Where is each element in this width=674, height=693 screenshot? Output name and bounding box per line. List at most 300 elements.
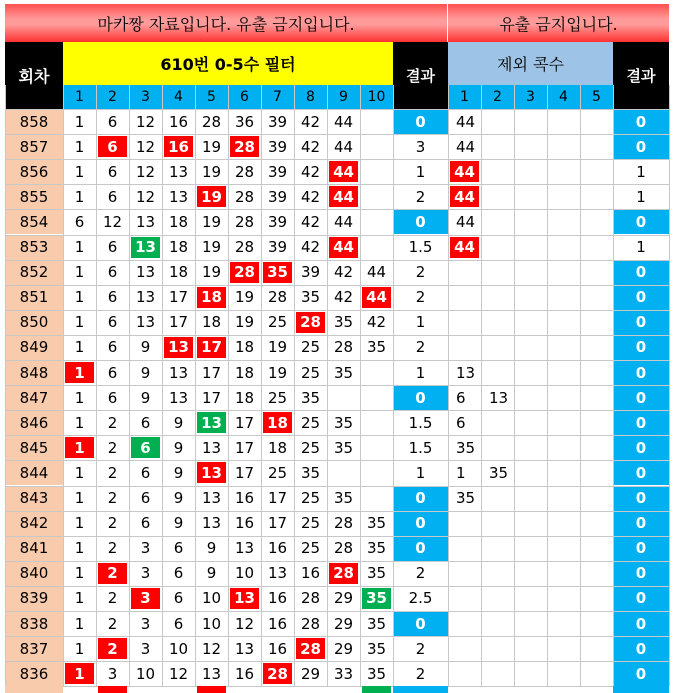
filter-number: 6 [131, 437, 160, 458]
excluded-number [514, 385, 547, 410]
result2-value: 0 [613, 285, 669, 310]
filter-number: 17 [234, 463, 255, 482]
result2-value: 0 [613, 460, 669, 485]
result2-header: 결과 [613, 42, 669, 109]
excluded-number [580, 260, 613, 285]
excluded-number [580, 661, 613, 686]
excluded-number [580, 561, 613, 586]
filter-number: 17 [168, 288, 189, 307]
result2-value: 0 [613, 360, 669, 385]
filter-number: 17 [201, 388, 222, 407]
grid-hline [5, 134, 669, 135]
result-value: 1 [415, 313, 426, 332]
filter-number: 33 [333, 664, 354, 683]
filter-number [360, 134, 393, 159]
filter-number: 25 [300, 438, 321, 457]
excluded-number [481, 335, 514, 360]
filter-number: 28 [333, 539, 354, 558]
excluded-number [481, 511, 514, 536]
filter-number: 10 [168, 639, 189, 658]
filter-number: 25 [300, 413, 321, 432]
excluded-number [448, 611, 481, 636]
filter-number: 17 [234, 413, 255, 432]
filter-number: 19 [267, 338, 288, 357]
result2-value: 0 [613, 611, 669, 636]
filter-number: 3 [131, 588, 160, 609]
excluded-number [547, 611, 580, 636]
excluded-number [547, 486, 580, 511]
filter-number: 16 [164, 136, 193, 157]
filter-number: 6 [140, 413, 151, 432]
filter-number: 2 [107, 614, 118, 633]
filter-number: 3 [140, 639, 151, 658]
excluded-number [580, 134, 613, 159]
filter-number: 19 [201, 263, 222, 282]
grid-hline [5, 435, 669, 436]
filter-col-header: 4 [162, 85, 195, 109]
grid-hline [5, 460, 669, 461]
exclude-col-header: 2 [481, 85, 514, 109]
filter-number: 1 [74, 589, 85, 608]
result-partial [393, 686, 448, 693]
result2-value: 0 [613, 561, 669, 586]
filter-number: 3 [140, 614, 151, 633]
round-number: 855 [5, 184, 63, 209]
result2-value: 0 [613, 435, 669, 460]
excluded-number [547, 209, 580, 234]
filter-col-header: 1 [63, 85, 96, 109]
result2-partial [613, 686, 669, 693]
excluded-number [580, 586, 613, 611]
excluded-number: 44 [450, 237, 479, 258]
round-number: 843 [5, 486, 63, 511]
filter-number: 6 [107, 263, 118, 282]
filter-number: 12 [135, 187, 156, 206]
excluded-number [514, 335, 547, 360]
excluded-number [514, 209, 547, 234]
filter-number: 44 [362, 287, 391, 308]
excluded-number [481, 109, 514, 134]
filter-number: 1 [74, 539, 85, 558]
filter-number: 28 [201, 112, 222, 131]
filter-number: 18 [168, 263, 189, 282]
filter-number [360, 109, 393, 134]
result-value: 1 [415, 363, 426, 382]
filter-number: 36 [234, 112, 255, 131]
filter-number: 6 [173, 589, 184, 608]
excluded-number [580, 235, 613, 260]
filter-number: 1 [74, 288, 85, 307]
filter-number: 16 [234, 489, 255, 508]
filter-number: 1 [74, 238, 85, 257]
excluded-number [448, 636, 481, 661]
result2-value: 0 [613, 511, 669, 536]
excluded-number [481, 435, 514, 460]
filter-number: 6 [98, 136, 127, 157]
excluded-number [547, 260, 580, 285]
grid-hline [5, 486, 669, 487]
excluded-number: 35 [456, 438, 476, 457]
filter-number: 13 [201, 514, 222, 533]
grid-hline [5, 209, 669, 210]
filter-number: 13 [135, 263, 156, 282]
filter-number: 12 [135, 162, 156, 181]
filter-number: 6 [173, 614, 184, 633]
filter-number: 1 [74, 639, 85, 658]
excluded-number [580, 335, 613, 360]
filter-number: 6 [107, 338, 118, 357]
filter-number: 13 [197, 462, 226, 483]
filter-number: 18 [234, 388, 255, 407]
excluded-number [547, 511, 580, 536]
filter-number: 3 [107, 664, 118, 683]
filter-number: 9 [173, 438, 184, 457]
excluded-number [481, 410, 514, 435]
filter-number: 13 [201, 664, 222, 683]
excluded-number [481, 536, 514, 561]
excluded-number [580, 109, 613, 134]
filter-number: 19 [201, 162, 222, 181]
excluded-number [547, 435, 580, 460]
filter-title: 610번 0-5수 필터 [63, 42, 393, 85]
filter-number: 1 [74, 137, 85, 156]
excluded-number [481, 159, 514, 184]
grid-hline [5, 611, 669, 612]
filter-number: 1 [74, 162, 85, 181]
excluded-number [547, 235, 580, 260]
filter-number: 1 [74, 463, 85, 482]
grid-hline [5, 184, 669, 185]
filter-number: 9 [206, 564, 217, 583]
excluded-number: 13 [489, 388, 509, 407]
filter-number: 35 [333, 413, 354, 432]
filter-number: 3 [140, 539, 151, 558]
result-value: 0 [393, 536, 448, 561]
filter-number: 18 [234, 338, 255, 357]
result-value: 2 [415, 187, 426, 206]
result2-value: 0 [613, 134, 669, 159]
excluded-number [514, 511, 547, 536]
filter-number: 18 [234, 363, 255, 382]
round-number: 842 [5, 511, 63, 536]
round-number: 838 [5, 611, 63, 636]
result-value: 2 [415, 263, 426, 282]
filter-number: 2 [107, 514, 118, 533]
result2-value: 0 [613, 586, 669, 611]
filter-number: 39 [267, 212, 288, 231]
filter-number: 6 [107, 162, 118, 181]
filter-number: 35 [366, 639, 387, 658]
filter-number: 18 [201, 313, 222, 332]
excluded-number: 44 [450, 161, 479, 182]
excluded-number [580, 460, 613, 485]
filter-number: 16 [267, 589, 288, 608]
filter-number: 2 [107, 539, 118, 558]
result2-value: 0 [613, 410, 669, 435]
excluded-number [514, 260, 547, 285]
filter-number: 9 [173, 489, 184, 508]
filter-number: 28 [267, 288, 288, 307]
result-value: 3 [415, 137, 426, 156]
filter-number: 25 [267, 463, 288, 482]
grid-hline [5, 285, 669, 286]
filter-number: 1 [74, 489, 85, 508]
filter-number: 28 [333, 514, 354, 533]
filter-number: 1 [74, 338, 85, 357]
filter-number: 42 [333, 263, 354, 282]
filter-number: 2 [98, 563, 127, 584]
filter-number: 35 [366, 338, 387, 357]
grid-hline [5, 410, 669, 411]
filter-number: 28 [296, 312, 325, 333]
filter-number: 9 [140, 388, 151, 407]
filter-number: 29 [333, 639, 354, 658]
filter-number [360, 209, 393, 234]
filter-number: 42 [300, 137, 321, 156]
filter-number: 12 [102, 212, 123, 231]
excluded-number [514, 561, 547, 586]
filter-number: 35 [263, 262, 292, 283]
filter-number: 39 [267, 112, 288, 131]
excluded-number [448, 260, 481, 285]
grid-hline [5, 360, 669, 361]
filter-number: 19 [201, 238, 222, 257]
filter-number: 3 [140, 564, 151, 583]
result2-value: 0 [613, 209, 669, 234]
result-value: 2 [415, 564, 426, 583]
excluded-number [580, 511, 613, 536]
filter-number: 16 [267, 614, 288, 633]
filter-number [360, 360, 393, 385]
excluded-number [514, 235, 547, 260]
filter-number: 17 [201, 363, 222, 382]
excluded-number [481, 184, 514, 209]
excluded-number [580, 159, 613, 184]
excluded-number [580, 536, 613, 561]
filter-number: 6 [173, 539, 184, 558]
result-header: 결과 [393, 42, 448, 109]
filter-number: 39 [267, 137, 288, 156]
round-number: 858 [5, 109, 63, 134]
filter-number: 6 [140, 489, 151, 508]
excluded-number [448, 536, 481, 561]
excluded-number [547, 586, 580, 611]
excluded-number [448, 335, 481, 360]
excluded-number [580, 184, 613, 209]
grid-hline [5, 109, 669, 110]
result-value: 0 [393, 611, 448, 636]
filter-number: 10 [135, 664, 156, 683]
grid-hline [5, 335, 669, 336]
excluded-number [514, 134, 547, 159]
filter-number: 6 [107, 187, 118, 206]
round-number: 853 [5, 235, 63, 260]
round-number-partial [5, 686, 63, 693]
filter-col-header: 2 [96, 85, 129, 109]
result-value: 2 [415, 338, 426, 357]
round-number: 841 [5, 536, 63, 561]
filter-number: 18 [263, 412, 292, 433]
filter-number: 13 [168, 162, 189, 181]
result-value: 1.5 [408, 413, 433, 432]
filter-number: 12 [135, 112, 156, 131]
round-number: 851 [5, 285, 63, 310]
filter-number: 44 [329, 161, 358, 182]
excluded-number [547, 360, 580, 385]
excluded-number: 44 [456, 137, 476, 156]
filter-number [327, 385, 360, 410]
grid-hline [5, 235, 669, 236]
filter-number: 1 [74, 313, 85, 332]
filter-number: 42 [333, 288, 354, 307]
excluded-number: 13 [456, 363, 476, 382]
filter-number: 44 [366, 263, 387, 282]
excluded-number [547, 159, 580, 184]
excluded-number [514, 159, 547, 184]
excluded-number [580, 385, 613, 410]
grid-hline [5, 260, 669, 261]
grid-hline [5, 385, 669, 386]
result-value: 0 [393, 385, 448, 410]
filter-number: 12 [201, 639, 222, 658]
round-number: 844 [5, 460, 63, 485]
filter-number: 19 [234, 288, 255, 307]
filter-number: 28 [230, 136, 259, 157]
filter-number: 6 [140, 514, 151, 533]
filter-number: 2 [107, 589, 118, 608]
filter-number: 13 [201, 489, 222, 508]
filter-number: 13 [168, 363, 189, 382]
filter-number: 19 [197, 186, 226, 207]
excluded-number [514, 285, 547, 310]
grid-hline [5, 561, 669, 562]
filter-number: 16 [300, 564, 321, 583]
hl-partial [197, 686, 226, 693]
result2-value: 0 [613, 260, 669, 285]
filter-number: 44 [333, 112, 354, 131]
filter-number: 13 [168, 388, 189, 407]
filter-number: 2 [107, 489, 118, 508]
filter-number: 9 [140, 363, 151, 382]
excluded-number [547, 561, 580, 586]
result-value: 2.5 [408, 589, 433, 608]
excluded-number [547, 184, 580, 209]
filter-number: 13 [234, 539, 255, 558]
filter-col-header: 5 [195, 85, 228, 109]
filter-col-header: 6 [228, 85, 261, 109]
excluded-number: 44 [456, 212, 476, 231]
filter-number: 1 [74, 388, 85, 407]
round-number: 836 [5, 661, 63, 686]
filter-number: 35 [366, 564, 387, 583]
result2-value: 1 [636, 238, 646, 257]
round-number: 852 [5, 260, 63, 285]
excluded-number [448, 586, 481, 611]
filter-number: 12 [135, 137, 156, 156]
filter-number: 9 [140, 338, 151, 357]
filter-number [360, 159, 393, 184]
excluded-number [448, 285, 481, 310]
filter-number: 2 [98, 638, 127, 659]
result-value: 0 [393, 109, 448, 134]
excluded-number [481, 209, 514, 234]
hl-partial [98, 686, 127, 693]
result2-value: 0 [613, 636, 669, 661]
excluded-number [448, 561, 481, 586]
filter-number: 35 [300, 463, 321, 482]
excluded-number [514, 536, 547, 561]
filter-number: 6 [107, 238, 118, 257]
filter-number: 28 [296, 638, 325, 659]
grid-hline [5, 310, 669, 311]
excluded-number [514, 109, 547, 134]
exclude-col-header: 4 [547, 85, 580, 109]
filter-number: 9 [173, 463, 184, 482]
filter-number: 13 [135, 212, 156, 231]
filter-number: 1 [74, 263, 85, 282]
filter-number: 35 [366, 514, 387, 533]
excluded-number [580, 435, 613, 460]
filter-number: 35 [366, 539, 387, 558]
filter-number: 25 [300, 489, 321, 508]
filter-number: 44 [329, 237, 358, 258]
filter-col-header: 10 [360, 85, 393, 109]
filter-number: 10 [201, 614, 222, 633]
excluded-number [514, 661, 547, 686]
filter-number: 6 [107, 112, 118, 131]
filter-number: 35 [300, 388, 321, 407]
result2-value: 1 [636, 187, 646, 206]
filter-number: 25 [300, 363, 321, 382]
filter-number: 42 [300, 238, 321, 257]
result2-value: 0 [613, 536, 669, 561]
round-number: 850 [5, 310, 63, 335]
result-value: 1.5 [408, 238, 433, 257]
round-number: 857 [5, 134, 63, 159]
hl-partial [362, 686, 391, 693]
filter-number: 1 [65, 437, 94, 458]
result-value: 2 [415, 664, 426, 683]
result2-value: 0 [613, 109, 669, 134]
filter-number: 28 [333, 338, 354, 357]
result2-value: 0 [613, 335, 669, 360]
excluded-number [547, 536, 580, 561]
banner-right: 유출 금지입니다. [448, 4, 669, 42]
filter-number: 29 [300, 664, 321, 683]
round-number: 849 [5, 335, 63, 360]
grid-hline [5, 636, 669, 637]
excluded-number [514, 310, 547, 335]
filter-number: 39 [267, 187, 288, 206]
filter-number: 35 [366, 614, 387, 633]
excluded-number: 44 [450, 186, 479, 207]
filter-number [327, 460, 360, 485]
excluded-number [481, 561, 514, 586]
filter-number: 25 [300, 514, 321, 533]
excluded-number [547, 310, 580, 335]
excluded-number [514, 611, 547, 636]
excluded-number [481, 661, 514, 686]
excluded-number [481, 260, 514, 285]
filter-number: 10 [201, 589, 222, 608]
excluded-number: 44 [456, 112, 476, 131]
excluded-number [514, 360, 547, 385]
filter-number: 16 [267, 639, 288, 658]
excluded-number [448, 511, 481, 536]
filter-number: 2 [107, 413, 118, 432]
grid-vline [669, 85, 670, 686]
excluded-number [547, 385, 580, 410]
